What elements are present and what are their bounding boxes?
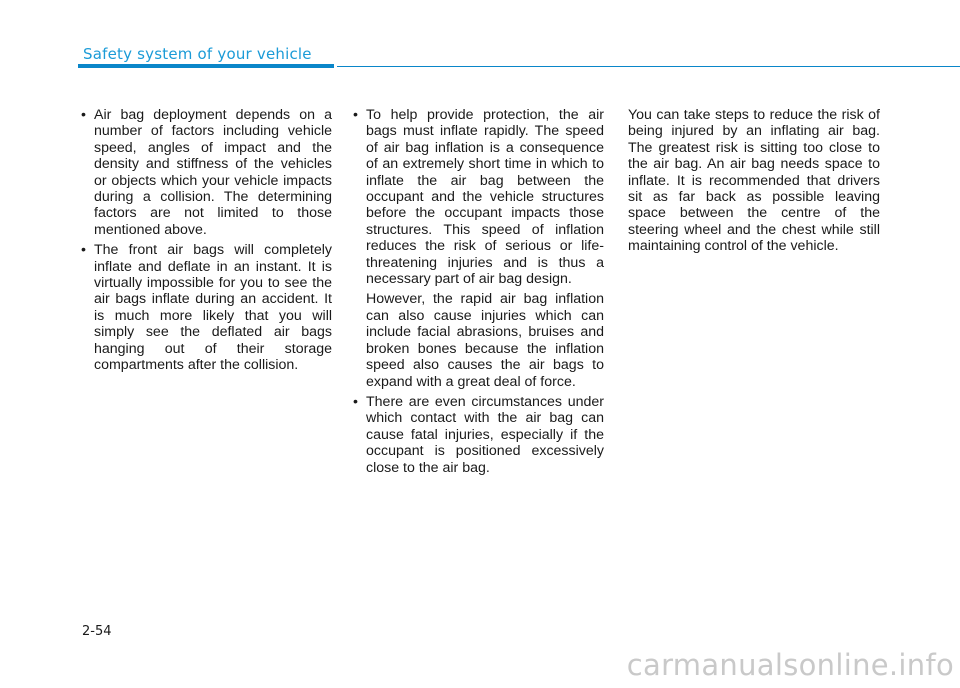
text-column-right — [628, 107, 880, 255]
paragraph-reduce-risk: You can take steps to reduce the risk of being injured by an inflating air bag. The greatest risk is sitting too close to the air bag. An air bag needs space to inflate. It is recommended that drivers sit as far back as possible leaving space between the centre of the steering wheel and the chest while still maintaining control of the vehicle. — [628, 107, 880, 255]
paragraph-inflation-injuries: However, the rapid air bag inflation can also cause injuries which can include facial abrasions, bruises and broken bones because the inflation speed also causes the air bags to expand with a great deal of force. — [366, 291, 604, 390]
bullet-fatal-injuries: • There are even circumstances under which contact with the air bag can cause fatal injuries, especially if the occupant is positioned excessively close to the air bag. — [352, 394, 604, 476]
page-number: 2-54 — [82, 624, 112, 639]
bullet-deployment-factors: • Air bag deployment depends on a number of factors including vehicle speed, angles of impact and the density and stiffness of the vehicles or objects which your vehicle impacts during a collision. The determining factors are not limited to those mentioned above. — [80, 107, 332, 238]
watermark: carmanualsonline.info — [626, 648, 954, 682]
title-underline-bar — [78, 64, 334, 68]
header-rule — [337, 66, 960, 67]
text-column-middle — [352, 107, 604, 480]
bullet-inflate-deflate: • The front air bags will completely inflate and deflate in an instant. It is virtually impossible for you to see the air bags inflate during an accident. It is much more likely that you will simply see the deflated air bags hanging out of their storage compartments after the collision. — [80, 242, 332, 373]
bullet-rapid-inflation: • To help provide protection, the air bags must inflate rapidly. The speed of air bag inflation is a consequence of an extremely short time in which to inflate the air bag between the occupant and the vehicle structures before the occupant impacts those structures. This speed of inflation reduces the risk of serious or life-threatening injuries and is thus a necessary part of air bag design. — [352, 107, 604, 287]
text-column-left — [80, 107, 332, 378]
section-title: Safety system of your vehicle — [83, 45, 312, 63]
page-header — [0, 40, 960, 72]
